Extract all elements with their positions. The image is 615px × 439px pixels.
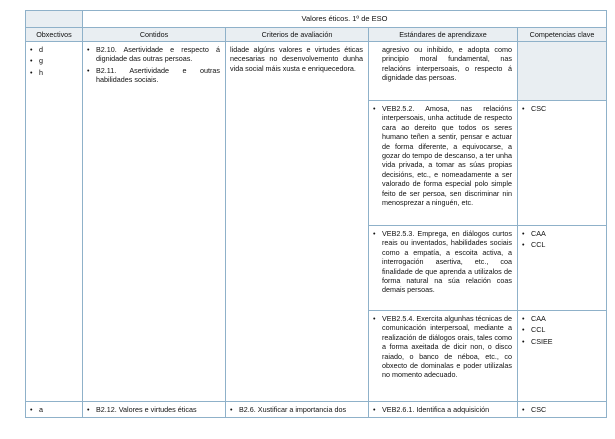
list-item: • CAA bbox=[522, 314, 601, 323]
competences-cell bbox=[518, 42, 607, 101]
table-header-row bbox=[26, 28, 607, 42]
table-title: Valores éticos. 1º de ESO bbox=[83, 11, 607, 28]
list-item: • VEB2.5.2. Amosa, nas relacións interpersoais, unha actitude de respecto cara ao dereito que todos os seres humano teñen a sentir, pensar e actuar de forma diferente, a equivocarse, a gozar do tempo de descanso, a ter unha vida privada, a tomar as súas propias decisións, etc., e nomeadamente a ser valorado de forma especial polo simple feito de ser persoa, sen discriminar nin menosprezar a ninguén, etc. bbox=[373, 104, 512, 207]
standards-cell bbox=[369, 402, 518, 418]
list-item: • CCL bbox=[522, 240, 601, 249]
standard-text: agresivo ou inhibido, e adopta como principio moral fundamental, nas relacións interpersoais, o respecto á dignidade das persoas. bbox=[382, 45, 512, 83]
table-row bbox=[26, 402, 607, 418]
header-contents: Contidos bbox=[83, 28, 226, 42]
list-item: • CCL bbox=[522, 325, 601, 334]
list-item: • CAA bbox=[522, 229, 601, 238]
list-item: • B2.10. Asertividade e respecto á dignidade das outras persoas. bbox=[87, 45, 220, 64]
standards-cell bbox=[369, 42, 518, 101]
list-item: • CSC bbox=[522, 104, 601, 113]
criteria-text: lidade algúns valores e virtudes éticas necesarias no desenvolvemento dunha vida social máis xusta e enriquecedora. bbox=[230, 45, 363, 73]
standards-cell bbox=[369, 311, 518, 402]
list-item: • CSIEE bbox=[522, 337, 601, 346]
list-item: • B2.12. Valores e virtudes éticas bbox=[87, 405, 220, 414]
list-item: • B2.6. Xustificar a importancia dos bbox=[230, 405, 363, 414]
list-item: • h bbox=[30, 68, 77, 77]
objectives-cell bbox=[26, 402, 83, 418]
contents-cell bbox=[83, 402, 226, 418]
objectives-list bbox=[30, 45, 77, 77]
list-item: • a bbox=[30, 405, 77, 414]
criteria-cell bbox=[226, 402, 369, 418]
competences-cell bbox=[518, 101, 607, 226]
header-standards: Estándares de aprendizaxe bbox=[369, 28, 518, 42]
competences-cell bbox=[518, 311, 607, 402]
list-item: • VEB2.5.4. Exercita algunhas técnicas de comunicación interpersoal, mediante a realización de diálogos orais, tales como a forma axeitada de dicir non, o disco raiado, o banco de néboa, etc., co obxecto de dominalas e poder utilizalas no momento adecuado. bbox=[373, 314, 512, 380]
contents-cell bbox=[83, 42, 226, 402]
list-item: • d bbox=[30, 45, 77, 54]
standards-cell bbox=[369, 226, 518, 311]
table-row bbox=[26, 42, 607, 101]
table-title-row bbox=[26, 11, 607, 28]
list-item: • B2.11. Asertividade e outras habilidades sociais. bbox=[87, 66, 220, 85]
header-objectives: Obxectivos bbox=[26, 28, 83, 42]
header-criteria: Criterios de avaliación bbox=[226, 28, 369, 42]
header-competences: Competencias clave bbox=[518, 28, 607, 42]
standards-cell bbox=[369, 101, 518, 226]
list-item: • VEB2.5.3. Emprega, en diálogos curtos reais ou inventados, habilidades sociais como a empatía, a escoita activa, a interrogación asertiva, etc., coa finalidade de que aprenda a utilizalos de forma natural na súa relación coas demais persoas. bbox=[373, 229, 512, 295]
list-item: • CSC bbox=[522, 405, 601, 414]
contents-list bbox=[87, 45, 220, 85]
curriculum-table bbox=[25, 10, 607, 418]
title-blank-cell bbox=[26, 11, 83, 28]
criteria-cell bbox=[226, 42, 369, 402]
competences-cell bbox=[518, 402, 607, 418]
list-item: • VEB2.6.1. Identifica a adquisición bbox=[373, 405, 512, 414]
competences-cell bbox=[518, 226, 607, 311]
list-item: • g bbox=[30, 56, 77, 65]
objectives-cell bbox=[26, 42, 83, 402]
